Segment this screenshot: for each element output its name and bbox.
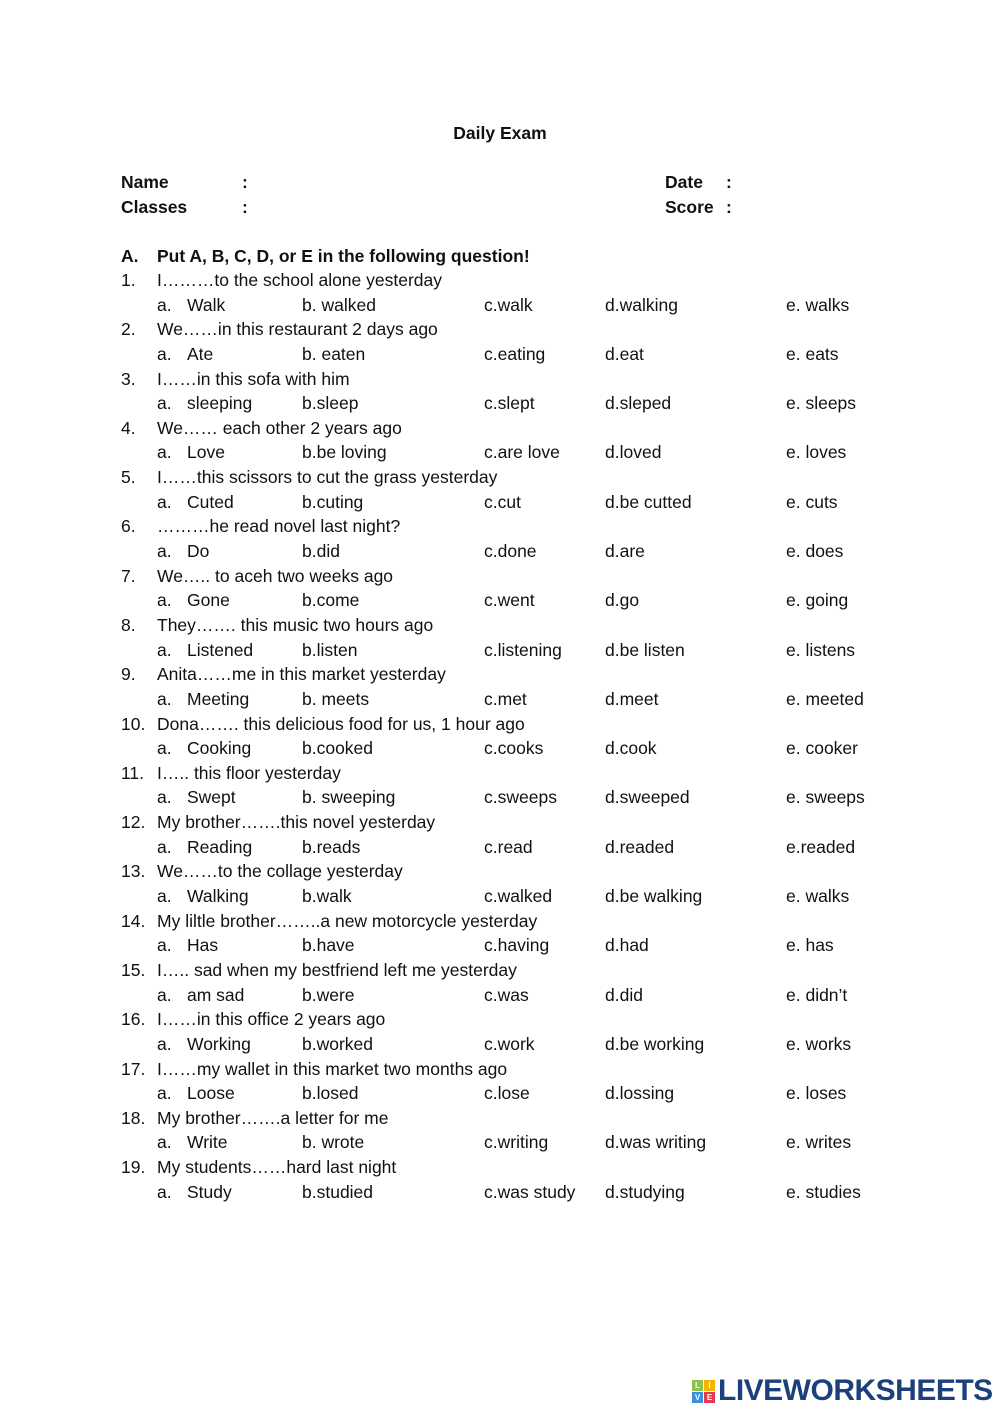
question-number: 12. — [121, 812, 146, 833]
question-text: I……in this sofa with him — [157, 368, 350, 389]
question-row — [0, 368, 1000, 396]
option-a-prefix: a. — [157, 935, 172, 956]
option-a: Swept — [187, 787, 236, 808]
option-a-prefix: a. — [157, 639, 172, 660]
question-text: I……in this office 2 years ago — [157, 1009, 386, 1030]
option-e: e. sleeps — [786, 393, 857, 414]
option-a-prefix: a. — [157, 688, 172, 709]
option-a-prefix: a. — [157, 1132, 172, 1153]
option-e: e. didn’t — [786, 984, 848, 1005]
option-b: b.studied — [302, 1181, 374, 1202]
option-b: b.come — [302, 590, 360, 611]
option-c: c.are love — [484, 442, 560, 463]
question-number: 19. — [121, 1157, 146, 1178]
section-instruction: Put A, B, C, D, or E in the following question! — [157, 246, 530, 266]
option-d: d.eat — [605, 343, 644, 364]
option-b: b.have — [302, 935, 355, 956]
option-c: c.walked — [484, 886, 553, 907]
option-d: d.be walking — [605, 886, 703, 907]
option-b: b.cuting — [302, 491, 364, 512]
score-label: Score — [665, 197, 714, 217]
option-b: b. eaten — [302, 343, 366, 364]
option-a: Ate — [187, 343, 214, 364]
question-text: ………he read novel last night? — [157, 516, 401, 537]
option-a: Walk — [187, 294, 226, 315]
option-a-prefix: a. — [157, 1083, 172, 1104]
option-a: Study — [187, 1181, 232, 1202]
question-number: 1. — [121, 270, 136, 290]
question-number: 3. — [121, 368, 136, 389]
option-d: d.readed — [605, 836, 675, 857]
option-c: c.work — [484, 1033, 535, 1054]
option-b: b.be loving — [302, 442, 387, 463]
question-row — [0, 959, 1000, 987]
option-a-prefix: a. — [157, 836, 172, 857]
option-d: d.cook — [605, 738, 657, 759]
options-row — [0, 740, 1000, 765]
liveworksheets-logo — [692, 1376, 993, 1406]
question-row — [0, 814, 1000, 839]
option-b: b. meets — [302, 688, 370, 709]
option-a: Cooking — [187, 738, 252, 759]
option-c: c.writing — [484, 1132, 549, 1153]
question-number: 7. — [121, 565, 136, 586]
option-c: c.read — [484, 836, 533, 857]
option-d: d.walking — [605, 294, 678, 315]
option-c: c.cut — [484, 491, 521, 512]
option-a: Write — [187, 1132, 228, 1153]
option-d: d.meet — [605, 688, 659, 709]
option-e: e. eats — [786, 343, 839, 364]
option-c: c.done — [484, 541, 537, 562]
question-number: 13. — [121, 861, 146, 882]
option-b: b.worked — [302, 1033, 374, 1054]
option-a: Meeting — [187, 688, 250, 709]
question-number: 4. — [121, 417, 136, 438]
option-d: d.sleped — [605, 393, 672, 414]
question-number: 14. — [121, 910, 146, 931]
option-c: c.eating — [484, 343, 546, 364]
option-e: e. has — [786, 935, 834, 956]
question-row — [0, 713, 1000, 741]
question-text: We……to the collage yesterday — [157, 861, 403, 882]
option-d: d.be working — [605, 1033, 705, 1054]
question-text: We….. to aceh two weeks ago — [157, 565, 394, 586]
logo-tiles-icon: L I V E — [692, 1380, 715, 1403]
option-b: b.cooked — [302, 738, 374, 759]
option-b: b. wrote — [302, 1132, 365, 1153]
option-b: b.walk — [302, 886, 352, 907]
question-row — [0, 863, 1000, 888]
option-c: c.was — [484, 984, 529, 1005]
option-a: Listened — [187, 639, 254, 660]
option-d: d.be listen — [605, 639, 685, 660]
question-number: 18. — [121, 1107, 146, 1128]
date-label: Date — [665, 172, 703, 192]
option-b: b. walked — [302, 294, 376, 315]
option-e: e. does — [786, 541, 844, 562]
option-a: Walking — [187, 886, 249, 907]
option-e: e. walks — [786, 294, 850, 315]
options-row — [0, 543, 1000, 568]
option-a-prefix: a. — [157, 1181, 172, 1202]
question-text: We…… each other 2 years ago — [157, 417, 402, 438]
options-row — [0, 343, 1000, 371]
option-e: e. works — [786, 1033, 852, 1054]
question-number: 9. — [121, 664, 136, 685]
question-row — [0, 666, 1000, 691]
question-row — [0, 1159, 1000, 1184]
option-e: e. studies — [786, 1181, 861, 1202]
option-e: e. loves — [786, 442, 847, 463]
question-row — [0, 1058, 1000, 1086]
question-number: 8. — [121, 614, 136, 635]
option-a: am sad — [187, 984, 245, 1005]
question-number: 17. — [121, 1058, 146, 1079]
option-a-prefix: a. — [157, 590, 172, 611]
question-row — [0, 518, 1000, 543]
option-c: c.sweeps — [484, 787, 557, 808]
option-d: d.are — [605, 541, 645, 562]
question-row — [0, 565, 1000, 593]
option-e: e. going — [786, 590, 849, 611]
option-a: Has — [187, 935, 219, 956]
score-colon: : — [726, 197, 732, 217]
option-d: d.go — [605, 590, 640, 611]
option-d: d.lossing — [605, 1083, 675, 1104]
option-a: Working — [187, 1033, 251, 1054]
option-c: c.walk — [484, 294, 533, 315]
question-text: They……. this music two hours ago — [157, 614, 434, 635]
option-e: e. walks — [786, 886, 850, 907]
option-e: e. listens — [786, 639, 856, 660]
options-row — [0, 1085, 1000, 1110]
option-d: d.loved — [605, 442, 662, 463]
page-title: Daily Exam — [453, 123, 547, 143]
question-number: 10. — [121, 713, 146, 734]
question-row — [0, 321, 1000, 346]
option-a-prefix: a. — [157, 984, 172, 1005]
option-a-prefix: a. — [157, 294, 172, 315]
option-d: d.sweeped — [605, 787, 690, 808]
question-row — [0, 1107, 1000, 1135]
option-a-prefix: a. — [157, 491, 172, 512]
section-letter: A. — [121, 246, 139, 266]
question-row — [0, 469, 1000, 494]
classes-colon: : — [242, 197, 248, 217]
option-e: e. writes — [786, 1132, 852, 1153]
option-a: Reading — [187, 836, 253, 857]
question-row — [0, 910, 1000, 938]
option-c: c.went — [484, 590, 535, 611]
option-b: b.did — [302, 541, 340, 562]
option-e: e. loses — [786, 1083, 847, 1104]
question-text: I……this scissors to cut the grass yesterday — [157, 467, 498, 488]
options-row — [0, 444, 1000, 469]
question-number: 6. — [121, 516, 136, 537]
question-text: We……in this restaurant 2 days ago — [157, 319, 438, 340]
option-c: c.listening — [484, 639, 562, 660]
option-e: e. cooker — [786, 738, 858, 759]
options-row — [0, 984, 1000, 1012]
classes-label: Classes — [121, 197, 188, 217]
option-c: c.met — [484, 688, 527, 709]
options-row — [0, 789, 1000, 814]
question-text: I………to the school alone yesterday — [157, 270, 443, 290]
option-a: sleeping — [187, 393, 253, 414]
option-a-prefix: a. — [157, 393, 172, 414]
option-c: c.slept — [484, 393, 535, 414]
question-row — [0, 272, 1000, 297]
option-a-prefix: a. — [157, 1033, 172, 1054]
question-number: 11. — [121, 762, 145, 783]
question-row — [0, 417, 1000, 445]
question-list — [0, 272, 1000, 1208]
date-colon: : — [726, 172, 732, 192]
option-b: b.were — [302, 984, 355, 1005]
option-b: b.sleep — [302, 393, 359, 414]
option-a: Cuted — [187, 491, 234, 512]
option-e: e.readed — [786, 836, 856, 857]
option-e: e. meeted — [786, 688, 864, 709]
options-row — [0, 592, 1000, 617]
question-text: I……my wallet in this market two months ago — [157, 1058, 508, 1079]
option-d: d.was writing — [605, 1132, 707, 1153]
option-c: c.cooks — [484, 738, 544, 759]
question-text: I….. sad when my bestfriend left me yesterday — [157, 959, 517, 980]
option-d: d.did — [605, 984, 643, 1005]
options-row — [0, 491, 1000, 519]
question-number: 2. — [121, 319, 136, 340]
option-d: d.be cutted — [605, 491, 692, 512]
option-b: b.reads — [302, 836, 361, 857]
question-text: Anita……me in this market yesterday — [157, 664, 446, 685]
option-a-prefix: a. — [157, 787, 172, 808]
option-a-prefix: a. — [157, 886, 172, 907]
question-text: My brother…….this novel yesterday — [157, 812, 436, 833]
name-colon: : — [242, 172, 248, 192]
option-b: b.losed — [302, 1083, 359, 1104]
question-number: 15. — [121, 959, 146, 980]
option-a: Do — [187, 541, 210, 562]
question-text: I….. this floor yesterday — [157, 762, 341, 783]
option-c: c.was study — [484, 1181, 576, 1202]
options-row — [0, 888, 1000, 913]
option-a: Gone — [187, 590, 230, 611]
option-a-prefix: a. — [157, 442, 172, 463]
option-d: d.had — [605, 935, 649, 956]
option-c: c.lose — [484, 1083, 530, 1104]
option-a: Love — [187, 442, 225, 463]
option-b: b.listen — [302, 639, 358, 660]
option-d: d.studying — [605, 1181, 685, 1202]
question-number: 16. — [121, 1009, 146, 1030]
option-e: e. sweeps — [786, 787, 865, 808]
options-row — [0, 294, 1000, 322]
question-row — [0, 1011, 1000, 1036]
option-a: Loose — [187, 1083, 235, 1104]
logo-text: LIVEWORKSHEETS — [718, 1374, 993, 1407]
question-text: My liltle brother……..a new motorcycle yesterday — [157, 910, 538, 931]
option-c: c.having — [484, 935, 550, 956]
question-number: 5. — [121, 467, 136, 488]
question-text: Dona……. this delicious food for us, 1 hour ago — [157, 713, 525, 734]
option-b: b. sweeping — [302, 787, 396, 808]
question-row — [0, 614, 1000, 642]
options-row — [0, 688, 1000, 716]
option-a-prefix: a. — [157, 541, 172, 562]
options-row — [0, 937, 1000, 962]
options-row — [0, 395, 1000, 420]
name-label: Name — [121, 172, 169, 192]
option-a-prefix: a. — [157, 738, 172, 759]
option-a-prefix: a. — [157, 343, 172, 364]
question-row — [0, 762, 1000, 790]
option-e: e. cuts — [786, 491, 838, 512]
question-text: My students……hard last night — [157, 1157, 397, 1178]
question-text: My brother…….a letter for me — [157, 1107, 389, 1128]
options-row — [0, 1181, 1000, 1209]
options-row — [0, 1033, 1000, 1061]
options-row — [0, 639, 1000, 667]
options-row — [0, 836, 1000, 864]
options-row — [0, 1134, 1000, 1159]
